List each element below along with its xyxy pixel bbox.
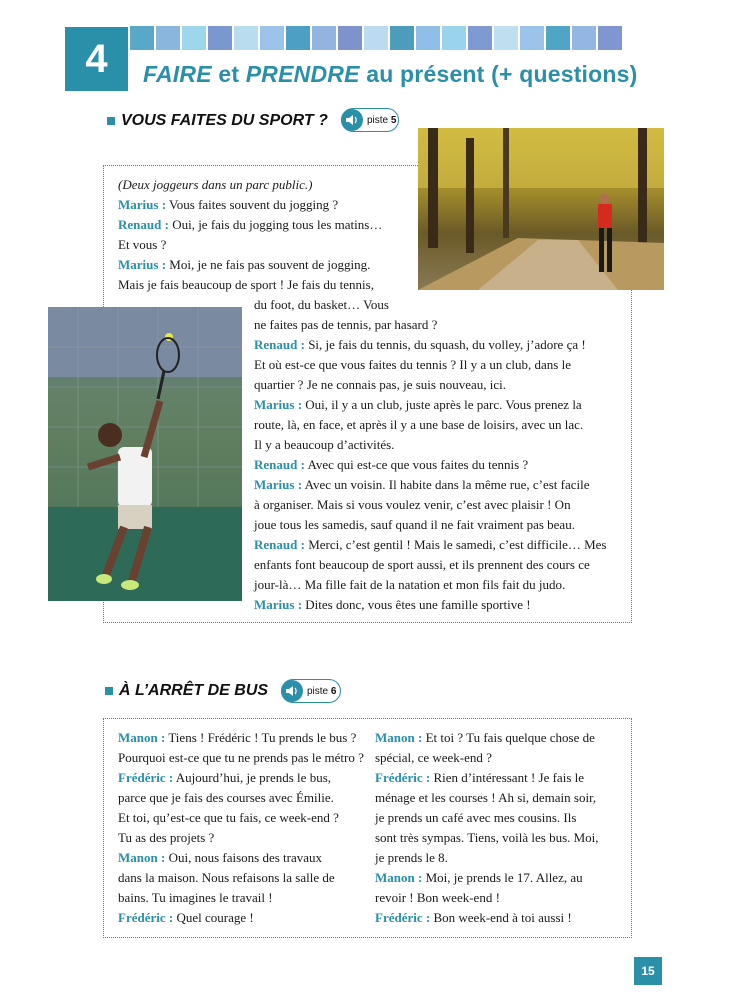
line-text: Aujourd’hui, je prends le bus, <box>173 770 332 785</box>
dialogue-line <box>254 295 389 315</box>
dialogue-line <box>375 848 448 868</box>
strip-square <box>442 26 466 50</box>
dialogue-line <box>375 748 492 768</box>
line-text: Dites donc, vous êtes une famille sportive ! <box>302 597 531 612</box>
bullet-square-icon <box>107 117 115 125</box>
dialogue-line <box>254 375 506 395</box>
line-text: Oui, il y a un club, juste après le parc. Vous prenez la <box>302 397 582 412</box>
dialogue-line <box>118 808 339 828</box>
speaker-name: Marius : <box>118 197 167 212</box>
speaker-name: Renaud : <box>254 457 305 472</box>
line-text: Et vous ? <box>118 237 167 252</box>
line-text: Quel courage ! <box>173 910 254 925</box>
title-et: et <box>211 61 246 87</box>
strip-square <box>182 26 206 50</box>
dialogue-line <box>254 535 607 555</box>
line-text: Vous faites souvent du jogging ? <box>166 197 339 212</box>
color-strip <box>130 26 622 50</box>
page-number: 15 <box>634 957 662 985</box>
line-text: du foot, du basket… Vous <box>254 297 389 312</box>
section2-heading-text: À L’ARRÊT DE BUS <box>119 682 269 699</box>
dialogue-line <box>118 888 273 908</box>
dialogue-line <box>254 595 531 615</box>
dialogue-line <box>254 555 590 575</box>
line-text: Et toi ? Tu fais quelque chose de <box>422 730 595 745</box>
section2-heading <box>105 682 268 700</box>
line-text: Rien d’intéressant ! Je fais le <box>430 770 585 785</box>
dialogue-line <box>118 768 331 788</box>
dialogue-line <box>375 828 599 848</box>
speaker-icon <box>281 680 303 702</box>
strip-square <box>130 26 154 50</box>
line-text: je prends un café avec mes cousins. Ils <box>375 810 577 825</box>
line-text: ne faites pas de tennis, par hasard ? <box>254 317 438 332</box>
piste-label: piste <box>367 114 389 126</box>
line-text: dans la maison. Nous refaisons la salle de <box>118 870 335 885</box>
dialogue-line <box>375 868 583 888</box>
dialogue-line <box>118 848 322 868</box>
title-verb-prendre: PRENDRE <box>245 61 360 87</box>
dialogue-line <box>118 275 374 295</box>
line-text: Tu as des projets ? <box>118 830 215 845</box>
line-text: ménage et les courses ! Ah si, demain soir, <box>375 790 597 805</box>
line-text: Moi, je ne fais pas souvent de jogging. <box>166 257 371 272</box>
speaker-name: Manon : <box>375 870 423 885</box>
line-text: Pourquoi est-ce que tu ne prends pas le métro ? <box>118 750 364 765</box>
dialogue-line <box>254 515 575 535</box>
line-text: parce que je fais des courses avec Émilie. <box>118 790 334 805</box>
strip-square <box>468 26 492 50</box>
speaker-name: Manon : <box>118 850 166 865</box>
dialogue-line <box>375 908 572 928</box>
strip-square <box>156 26 180 50</box>
dialogue-line <box>118 195 338 215</box>
dialogue-line <box>118 868 335 888</box>
strip-square <box>286 26 310 50</box>
line-text: spécial, ce week-end ? <box>375 750 492 765</box>
line-text: Oui, nous faisons des travaux <box>165 850 323 865</box>
line-text: Bon week-end à toi aussi ! <box>430 910 572 925</box>
line-text: je prends le 8. <box>375 850 448 865</box>
line-text: sont très sympas. Tiens, voilà les bus. Moi, <box>375 830 599 845</box>
dialogue-line <box>254 415 583 435</box>
audio-track-button-6[interactable] <box>281 679 341 703</box>
title-verb-faire: FAIRE <box>143 61 212 87</box>
line-text: Merci, c’est gentil ! Mais le samedi, c’est difficile… Mes <box>304 537 607 552</box>
dialogue-line <box>254 355 571 375</box>
dialogue-line <box>254 435 394 455</box>
line-text: quartier ? Je ne connais pas, je suis nouveau, ici. <box>254 377 506 392</box>
dialogue-line <box>254 475 590 495</box>
line-text: Tiens ! Frédéric ! Tu prends le bus ? <box>165 730 357 745</box>
strip-square <box>260 26 284 50</box>
line-text: Il y a beaucoup d’activités. <box>254 437 395 452</box>
line-text: Et toi, qu’est-ce que tu fais, ce week-end ? <box>118 810 339 825</box>
speaker-name: Marius : <box>254 597 303 612</box>
line-text: Mais je fais beaucoup de sport ! Je fais du tennis, <box>118 277 374 292</box>
line-text: Moi, je prends le 17. Allez, au <box>422 870 583 885</box>
line-text: route, là, en face, et après il y a une base de loisirs, avec un lac. <box>254 417 584 432</box>
strip-square <box>494 26 518 50</box>
piste-number: 6 <box>330 685 337 697</box>
dialogue-line <box>375 768 584 788</box>
dialogue-line <box>254 335 586 355</box>
speaker-name: Frédéric : <box>375 910 431 925</box>
dialogue-line <box>118 255 370 275</box>
strip-square <box>520 26 544 50</box>
section1-heading <box>107 112 328 130</box>
dialogue-line <box>118 235 166 255</box>
piste-label: piste <box>307 685 329 697</box>
dialogue-line <box>254 395 582 415</box>
dialogue-line <box>254 315 437 335</box>
dialogue-line <box>118 908 254 928</box>
strip-square <box>416 26 440 50</box>
dialogue-line <box>118 215 382 235</box>
line-text: Oui, je fais du jogging tous les matins… <box>168 217 383 232</box>
strip-square <box>338 26 362 50</box>
line-text: bains. Tu imagines le travail ! <box>118 890 273 905</box>
speaker-name: Marius : <box>254 477 303 492</box>
tennis-player-photo <box>48 307 242 601</box>
piste-number: 5 <box>390 114 397 126</box>
dialogue-line <box>375 728 595 748</box>
dialogue-line <box>375 788 596 808</box>
dialogue-line <box>375 888 500 908</box>
dialogue-line <box>118 748 364 768</box>
line-text: Avec un voisin. Il habite dans la même rue, c’est facile <box>302 477 590 492</box>
dialogue-intro: (Deux joggeurs dans un parc public.) <box>118 177 313 192</box>
page-title <box>143 61 638 88</box>
speaker-name: Frédéric : <box>118 910 174 925</box>
speaker-name: Frédéric : <box>118 770 174 785</box>
dialogue-line <box>118 728 356 748</box>
line-text: joue tous les samedis, sauf quand il ne fait vraiment pas beau. <box>254 517 575 532</box>
line-text: enfants font beaucoup de sport aussi, et ils prennent des cours ce <box>254 557 590 572</box>
speaker-name: Marius : <box>118 257 167 272</box>
speaker-name: Marius : <box>254 397 303 412</box>
audio-track-button-5[interactable] <box>341 108 399 132</box>
speaker-name: Renaud : <box>254 337 305 352</box>
line-text: Si, je fais du tennis, du squash, du volley, j’adore ça ! <box>304 337 586 352</box>
strip-square <box>312 26 336 50</box>
section1-heading-text: VOUS FAITES DU SPORT ? <box>121 112 328 129</box>
dialogue-line <box>254 575 565 595</box>
dialogue-line <box>118 828 214 848</box>
dialogue-line <box>254 495 571 515</box>
line-text: revoir ! Bon week-end ! <box>375 890 500 905</box>
jogger-photo <box>418 128 664 290</box>
bullet-square-icon <box>105 687 113 695</box>
strip-square <box>364 26 388 50</box>
speaker-icon <box>341 109 363 131</box>
strip-square <box>546 26 570 50</box>
strip-square <box>598 26 622 50</box>
speaker-name: Renaud : <box>254 537 305 552</box>
line-text: Et où est-ce que vous faites du tennis ? Il y a un club, dans le <box>254 357 571 372</box>
strip-square <box>234 26 258 50</box>
line-text: Avec qui est-ce que vous faites du tennis ? <box>304 457 529 472</box>
title-rest: au présent (+ questions) <box>359 61 638 87</box>
line-text: à organiser. Mais si vous voulez venir, c’est avec plaisir ! On <box>254 497 571 512</box>
dialogue-line <box>118 788 334 808</box>
speaker-name: Manon : <box>118 730 166 745</box>
strip-square <box>572 26 596 50</box>
strip-square <box>390 26 414 50</box>
line-text: jour-là… Ma fille fait de la natation et mon fils fait du judo. <box>254 577 566 592</box>
dialogue-line <box>254 455 528 475</box>
strip-square <box>208 26 232 50</box>
speaker-name: Manon : <box>375 730 423 745</box>
speaker-name: Renaud : <box>118 217 169 232</box>
speaker-name: Frédéric : <box>375 770 431 785</box>
chapter-number: 4 <box>65 27 128 91</box>
dialogue-line <box>375 808 576 828</box>
